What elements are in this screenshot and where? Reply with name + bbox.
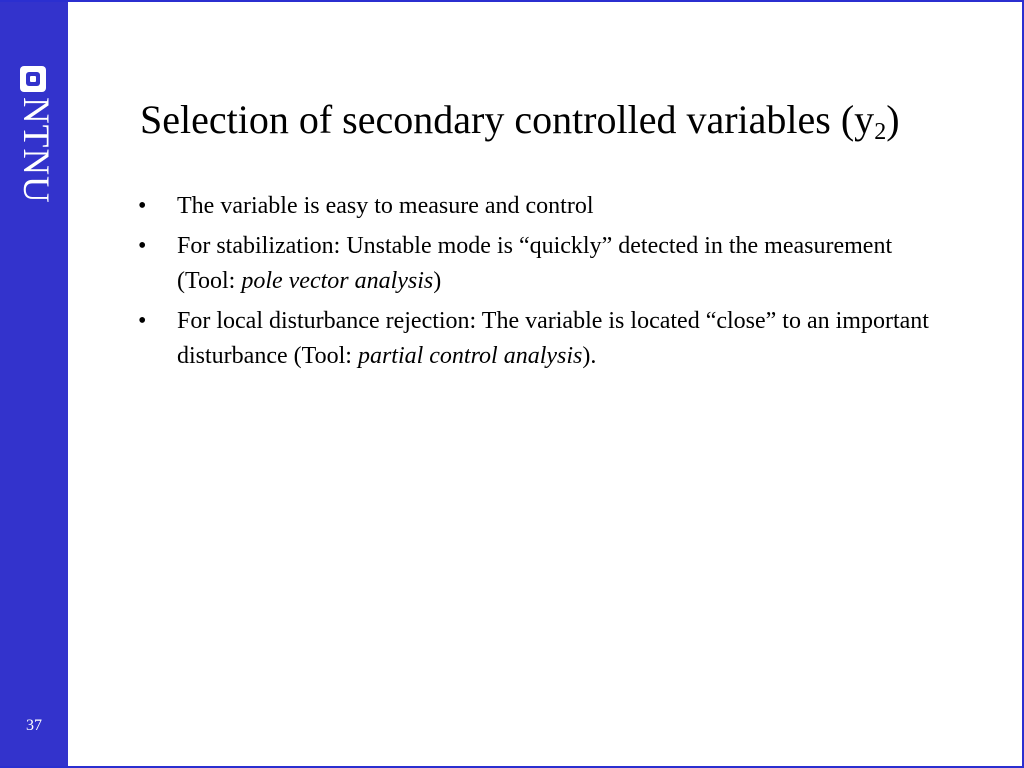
title-main: Selection of secondary controlled variables (y: [140, 97, 875, 142]
ntnu-sidebar: [0, 2, 68, 768]
bullet-text: The variable is easy to measure and control: [177, 193, 594, 219]
title-closing: ): [886, 97, 900, 142]
bullet-marker: •: [138, 308, 147, 334]
tool-name-pole-vector-analysis: pole vector analysis: [241, 268, 434, 294]
bullet-marker: •: [138, 233, 147, 259]
bullet-text-end: ): [433, 268, 442, 294]
bullet-marker: •: [138, 193, 147, 219]
slide-title: [140, 94, 1020, 146]
bullet-list: [138, 189, 938, 379]
ntnu-logo-text: NTNU: [15, 97, 56, 204]
bullet-item-measure: [138, 189, 938, 224]
bullet-item-stabilization: [138, 229, 938, 299]
tool-name-partial-control-analysis: partial control analysis: [357, 343, 583, 369]
page-number: 37: [26, 717, 42, 734]
bullet-text: For stabilization: Unstable mode is “quickly” detected in the measurement (Tool:: [177, 233, 893, 294]
bullet-item-disturbance-rejection: [138, 304, 938, 374]
title-subscript: 2: [874, 119, 887, 145]
ntnu-logo-icon: [20, 66, 46, 92]
logo-core-square: [30, 76, 36, 82]
bullet-text-end: ).: [582, 343, 597, 369]
bullet-text: For local disturbance rejection: The variable is located “close” to an important disturbance (Tool:: [177, 308, 929, 369]
